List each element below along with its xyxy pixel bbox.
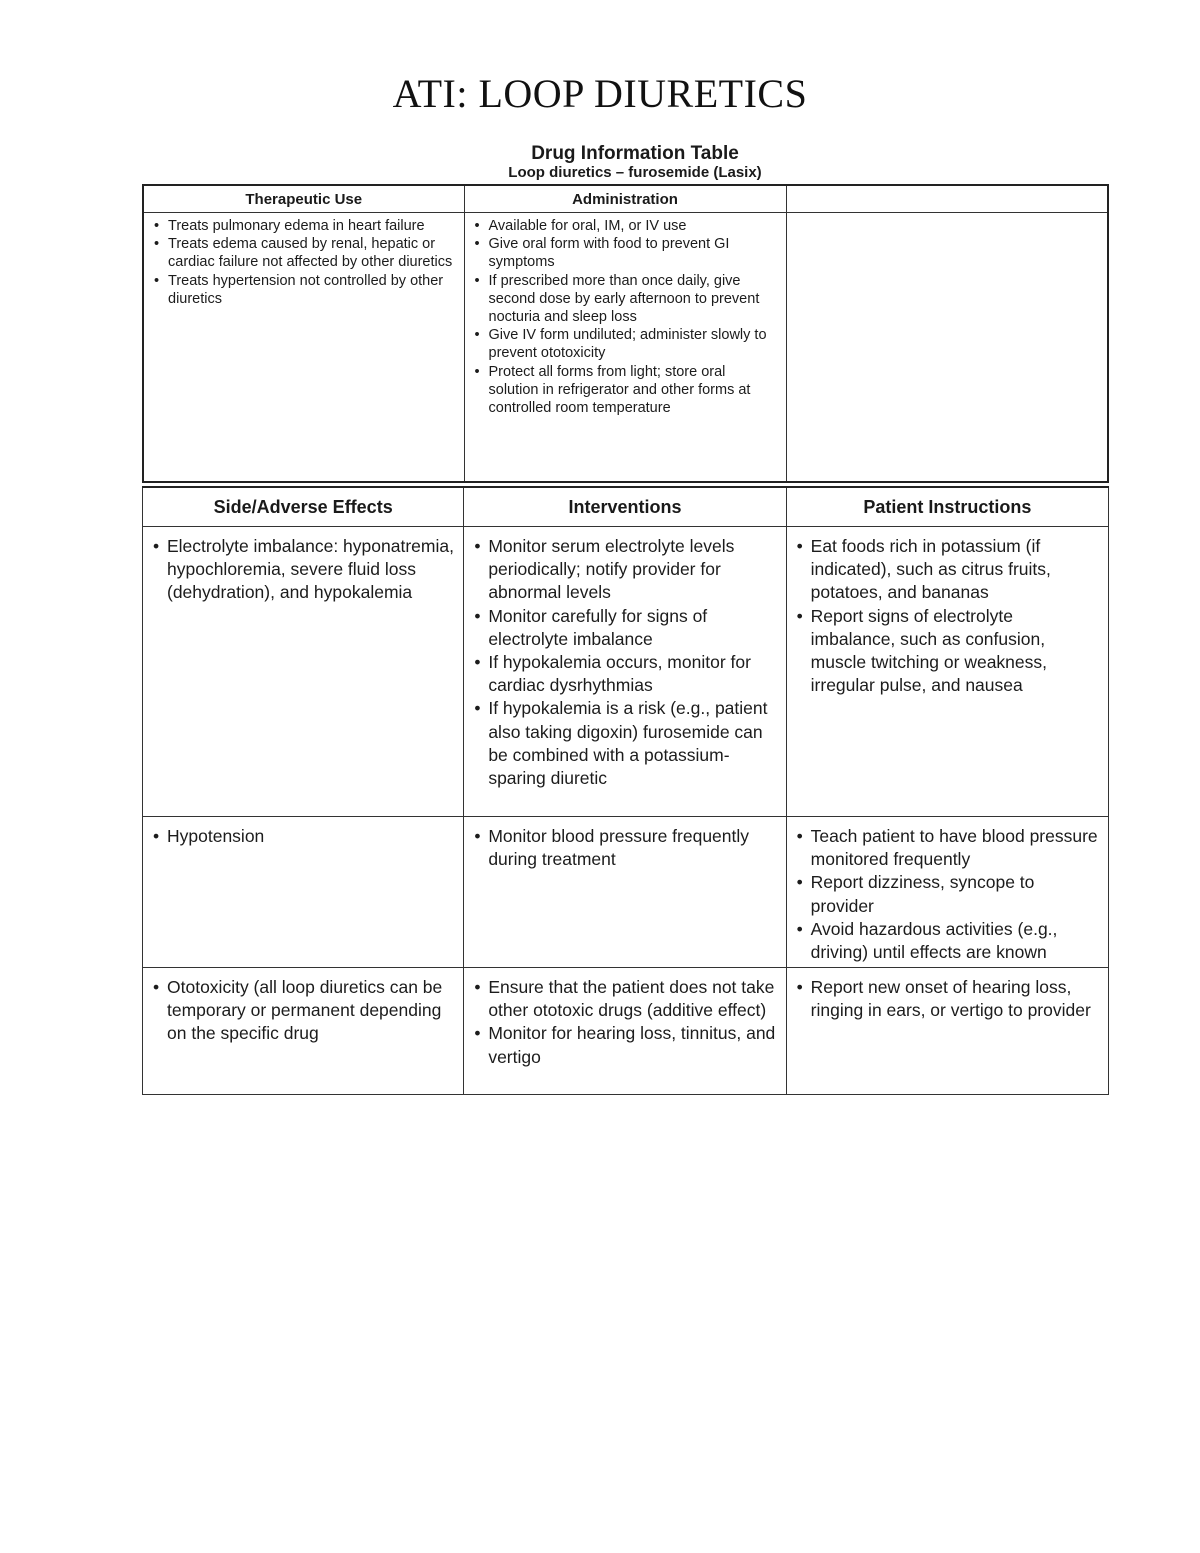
list-item: • Monitor carefully for signs of electrolyte imbalance — [472, 605, 777, 651]
list-item: • If prescribed more than once daily, give second dose by early afternoon to prevent nocturia and sleep loss — [473, 272, 778, 327]
list-item: • Report dizziness, syncope to provider — [795, 871, 1100, 917]
table-title: Drug Information Table — [531, 143, 739, 164]
header-patient-instructions: Patient Instructions — [786, 487, 1108, 527]
instructions-list — [795, 825, 1100, 964]
therapeutic-use-cell — [143, 213, 464, 483]
instructions-cell — [786, 527, 1108, 817]
table-row — [143, 968, 1109, 1095]
effects-cell — [143, 968, 464, 1095]
list-item: • Monitor serum electrolyte levels periodically; notify provider for abnormal levels — [472, 535, 777, 605]
instructions-list — [795, 535, 1100, 697]
table-header-row — [143, 185, 1108, 213]
list-item: • Teach patient to have blood pressure monitored frequently — [795, 825, 1100, 871]
list-item: • Monitor for hearing loss, tinnitus, and vertigo — [472, 1022, 777, 1068]
page-title: ATI: LOOP DIURETICS — [392, 71, 808, 116]
list-item: • Protect all forms from light; store oral solution in refrigerator and other forms at controlled room temperature — [473, 363, 778, 418]
list-item: • If hypokalemia is a risk (e.g., patient also taking digoxin) furosemide can be combined with a potassium-sparing diuretic — [472, 697, 777, 790]
therapeutic-use-list — [152, 217, 456, 308]
list-item: • Treats edema caused by renal, hepatic or cardiac failure not affected by other diuretics — [152, 235, 456, 271]
drug-info-table — [142, 184, 1109, 483]
table-header-row — [143, 487, 1109, 527]
administration-cell — [464, 213, 786, 483]
effects-table — [142, 486, 1109, 1095]
interventions-cell — [464, 968, 786, 1095]
list-item: • Hypotension — [151, 825, 455, 848]
effects-cell — [143, 527, 464, 817]
table-row — [143, 527, 1109, 817]
interventions-list — [472, 825, 777, 871]
administration-list — [473, 217, 778, 417]
list-item: • Treats pulmonary edema in heart failure — [152, 217, 456, 235]
header-empty — [786, 185, 1108, 213]
table-row — [143, 213, 1108, 483]
list-item: • Give oral form with food to prevent GI symptoms — [473, 235, 778, 271]
effects-cell — [143, 817, 464, 968]
instructions-cell — [786, 968, 1108, 1095]
list-item: • Report signs of electrolyte imbalance, such as confusion, muscle twitching or weakness, irregular pulse, and nausea — [795, 605, 1100, 698]
list-item: • Avoid hazardous activities (e.g., driving) until effects are known — [795, 918, 1100, 964]
list-item: • If hypokalemia occurs, monitor for cardiac dysrhythmias — [472, 651, 777, 697]
list-item: • Available for oral, IM, or IV use — [473, 217, 778, 235]
effects-list — [151, 825, 455, 848]
instructions-list — [795, 976, 1100, 1022]
effects-list — [151, 535, 455, 605]
instructions-cell — [786, 817, 1108, 968]
header-administration: Administration — [464, 185, 786, 213]
interventions-cell — [464, 527, 786, 817]
list-item: • Electrolyte imbalance: hyponatremia, hypochloremia, severe fluid loss (dehydration), and hypokalemia — [151, 535, 455, 605]
table-subtitle: Loop diuretics – furosemide (Lasix) — [508, 164, 762, 181]
header-side-effects: Side/Adverse Effects — [143, 487, 464, 527]
interventions-list — [472, 976, 777, 1069]
list-item: • Give IV form undiluted; administer slowly to prevent ototoxicity — [473, 326, 778, 362]
table-row — [143, 817, 1109, 968]
list-item: • Report new onset of hearing loss, ringing in ears, or vertigo to provider — [795, 976, 1100, 1022]
list-item: • Treats hypertension not controlled by other diuretics — [152, 272, 456, 308]
header-therapeutic-use: Therapeutic Use — [143, 185, 464, 213]
empty-cell — [786, 213, 1108, 483]
effects-list — [151, 976, 455, 1046]
header-interventions: Interventions — [464, 487, 786, 527]
interventions-cell — [464, 817, 786, 968]
interventions-list — [472, 535, 777, 790]
list-item: • Monitor blood pressure frequently during treatment — [472, 825, 777, 871]
list-item: • Ensure that the patient does not take other ototoxic drugs (additive effect) — [472, 976, 777, 1022]
list-item: • Ototoxicity (all loop diuretics can be temporary or permanent depending on the specific drug — [151, 976, 455, 1046]
list-item: • Eat foods rich in potassium (if indicated), such as citrus fruits, potatoes, and bananas — [795, 535, 1100, 605]
